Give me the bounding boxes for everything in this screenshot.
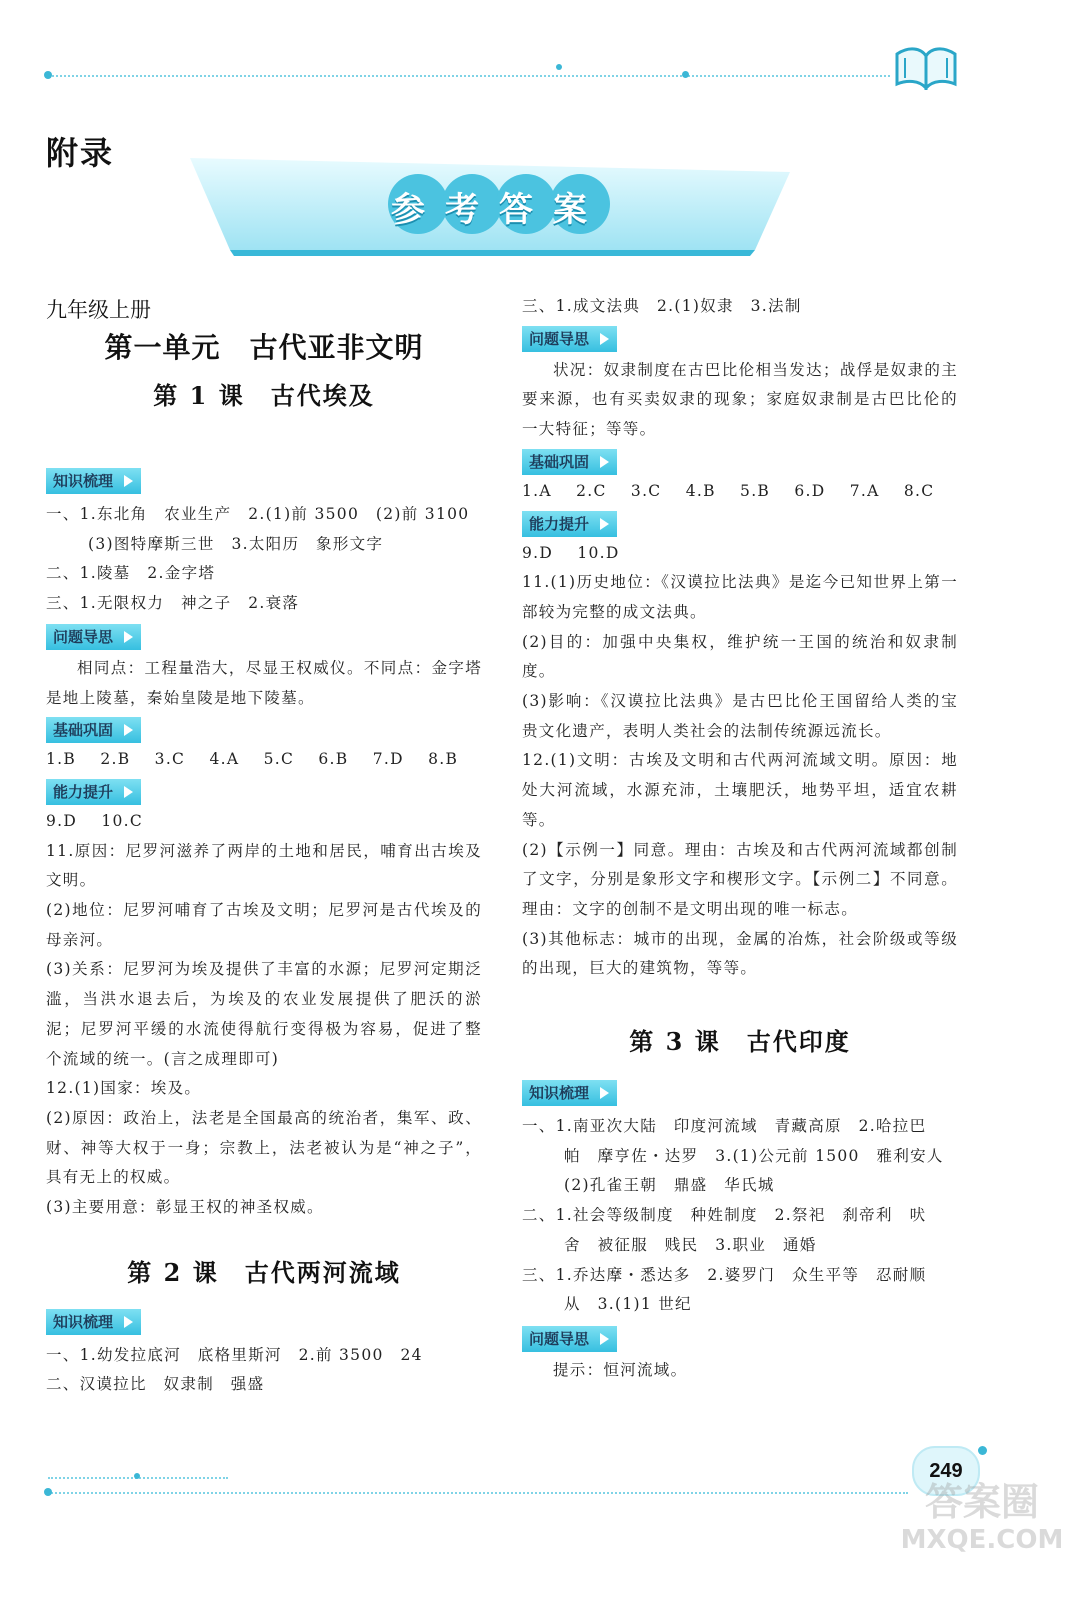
- l2-knowledge-line-1: 一、1.幼发拉底河 底格里斯河 2.前 3500 24: [46, 1345, 423, 1364]
- l3-knowledge-line-5: 舍 被征服 贱民 3.职业 通婚: [564, 1235, 817, 1254]
- answer: 10.D: [577, 543, 620, 562]
- l2-basics-answers: [522, 477, 958, 507]
- answer: 8.C: [903, 481, 935, 500]
- l3-knowledge-line-7: 从 3.(1)1 世纪: [564, 1295, 692, 1314]
- l2-answer-12-1: 12.(1)文明：古埃及文明和古代两河流域文明。原因：地处大河流域，水源充沛，土壤肥沃，地势平坦，适宜农耕等。: [522, 751, 958, 829]
- header-dotted-line: [48, 75, 890, 77]
- l3-knowledge-line-4: 二、1.社会等级制度 种姓制度 2.祭祀 刹帝利 吠: [522, 1206, 927, 1225]
- l1-knowledge-line-2: (3)图特摩斯三世 3.太阳历 象形文字: [88, 534, 384, 553]
- lesson-3-title: 第 3 课 古代印度: [629, 1027, 851, 1057]
- l2-answer-11-3: (3)影响：《汉谟拉比法典》是古巴比伦王国留给人类的宝贵文化遗产，表明人类社会的法制传统源远流长。: [522, 692, 958, 740]
- left-column: [46, 294, 482, 1400]
- header-dot-left: [44, 71, 52, 79]
- l3-knowledge-line-3: (2)孔雀王朝 鼎盛 华氏城: [564, 1176, 775, 1195]
- tag-ability-1: 能力提升: [46, 779, 141, 805]
- watermark: [892, 1480, 1072, 1556]
- answer: 1.B: [46, 750, 77, 769]
- tag-knowledge-2: 知识梳理: [46, 1309, 141, 1335]
- answer: 1.A: [522, 481, 552, 500]
- l1-knowledge-line-4: 三、1.无限权力 神之子 2.衰落: [46, 594, 300, 613]
- header-dot-mid2: [682, 71, 689, 78]
- l1-ability-choices: [46, 807, 482, 837]
- right-column: [522, 292, 958, 1386]
- answer: 5.C: [263, 750, 295, 769]
- watermark-url: MXQE.COM: [900, 1525, 1064, 1555]
- l2-knowledge-line-2: 二、汉谟拉比 奴隶制 强盛: [46, 1375, 265, 1394]
- book-icon: [893, 44, 959, 90]
- tag-basics-1: 基础巩固: [46, 717, 141, 743]
- l2-answer-11-1: 11.(1)历史地位：《汉谟拉比法典》是迄今已知世界上第一部较为完整的成文法典。: [522, 573, 958, 621]
- footer-dot-left: [44, 1488, 52, 1496]
- answer: 3.C: [154, 750, 186, 769]
- tag-ability-2: 能力提升: [522, 511, 617, 537]
- tag-knowledge-3: 知识梳理: [522, 1080, 617, 1106]
- unit-title: 第一单元 古代亚非文明: [104, 331, 424, 364]
- answer: 8.B: [428, 750, 459, 769]
- appendix-title: 附录: [46, 134, 115, 172]
- l3-knowledge-line-1: 一、1.南亚次大陆 印度河流域 青藏高原 2.哈拉巴: [522, 1117, 927, 1136]
- l3-knowledge-line-6: 三、1.乔达摩・悉达多 2.婆罗门 众生平等 忍耐顺: [522, 1265, 927, 1284]
- l1-answer-11-1: 11.原因：尼罗河滋养了两岸的土地和居民，哺育出古埃及文明。: [46, 841, 482, 890]
- l1-answer-11-3: (3)关系：尼罗河为埃及提供了丰富的水源；尼罗河定期泛滥，当洪水退去后，为埃及的农业发展提供了肥沃的淤泥；尼罗河平缓的水流使得航行变得极为容易，促进了整个流域的统一。(言之成理即可): [46, 960, 482, 1068]
- tag-knowledge-1: 知识梳理: [46, 468, 141, 494]
- tag-question-2: 问题导思: [522, 326, 617, 352]
- answer: 10.C: [101, 811, 144, 830]
- l1-question-text: 相同点：工程量浩大，尽显王权威仪。不同点：金字塔是地上陵墓，秦始皇陵是地下陵墓。: [46, 658, 482, 707]
- answer: 3.C: [630, 481, 662, 500]
- l1-answer-12-1: 12.(1)国家：埃及。: [46, 1079, 202, 1098]
- l2-answer-12-3: (3)其他标志：城市的出现，金属的冶炼，社会阶级或等级的出现，巨大的建筑物，等等。: [522, 929, 958, 978]
- answer: 5.B: [740, 481, 771, 500]
- l3-question-text: 提示：恒河流域。: [553, 1360, 688, 1379]
- answer: 7.A: [849, 481, 880, 500]
- answer: 9.D: [522, 543, 554, 562]
- banner-title: 参考答案: [391, 190, 607, 230]
- answer: 4.A: [209, 750, 240, 769]
- l1-answer-11-2: (2)地位：尼罗河哺育了古埃及文明；尼罗河是古代埃及的母亲河。: [46, 901, 482, 949]
- answer: 9.D: [46, 811, 78, 830]
- answer: 2.B: [100, 750, 131, 769]
- grade-label: 九年级上册: [46, 298, 151, 322]
- header-dot-mid: [556, 64, 562, 70]
- l3-knowledge-line-2: 帕 摩亨佐・达罗 3.(1)公元前 1500 雅利安人: [564, 1146, 944, 1165]
- footer-dotted-line: [48, 1492, 908, 1494]
- footer-dot-mid: [134, 1473, 140, 1479]
- lesson-1-title: 第 1 课 古代埃及: [153, 381, 375, 410]
- answer: 2.C: [576, 481, 607, 500]
- l1-knowledge-line-3: 二、1.陵墓 2.金字塔: [46, 564, 216, 583]
- l1-basics-answers: [46, 745, 482, 775]
- l2-answer-11-2: (2)目的：加强中央集权，维护统一王国的统治和奴隶制度。: [522, 632, 958, 681]
- l2-ability-choices: [522, 539, 958, 569]
- tag-question-3: 问题导思: [522, 1326, 617, 1352]
- answer: 4.B: [685, 481, 716, 500]
- page-number: 249: [912, 1446, 980, 1496]
- answer: 6.D: [794, 481, 826, 500]
- lesson-2-title: 第 2 课 古代两河流域: [127, 1257, 401, 1287]
- answer: 7.D: [372, 750, 404, 769]
- l1-answer-12-3: (3)主要用意：彰显王权的神圣权威。: [46, 1198, 324, 1217]
- l1-knowledge-line-1: 一、1.东北角 农业生产 2.(1)前 3500 (2)前 3100: [46, 505, 470, 523]
- tag-question-1: 问题导思: [46, 624, 141, 650]
- l1-answer-12-2: (2)原因：政治上，法老是全国最高的统治者，集军、政、财、神等大权于一身；宗教上，法老被认为是“神之子”，具有无上的权威。: [46, 1108, 482, 1187]
- tag-basics-2: 基础巩固: [522, 449, 617, 475]
- l2-question-text: 状况：奴隶制度在古巴比伦相当发达；战俘是奴隶的主要来源，也有买卖奴隶的现象；家庭奴隶制是古巴比伦的一大特征；等等。: [522, 360, 958, 439]
- footer-dot-right: [978, 1446, 987, 1455]
- l2-knowledge-line-3: 三、1.成文法典 2.(1)奴隶 3.法制: [522, 297, 802, 315]
- l2-answer-12-2: (2)【示例一】同意。理由：古埃及和古代两河流域都创制了文字，分别是象形文字和楔形文字。【示例二】不同意。理由：文字的创制不是文明出现的唯一标志。: [522, 840, 958, 918]
- watermark-logo-text: 答案圈: [924, 1480, 1039, 1524]
- answer: 6.B: [318, 750, 349, 769]
